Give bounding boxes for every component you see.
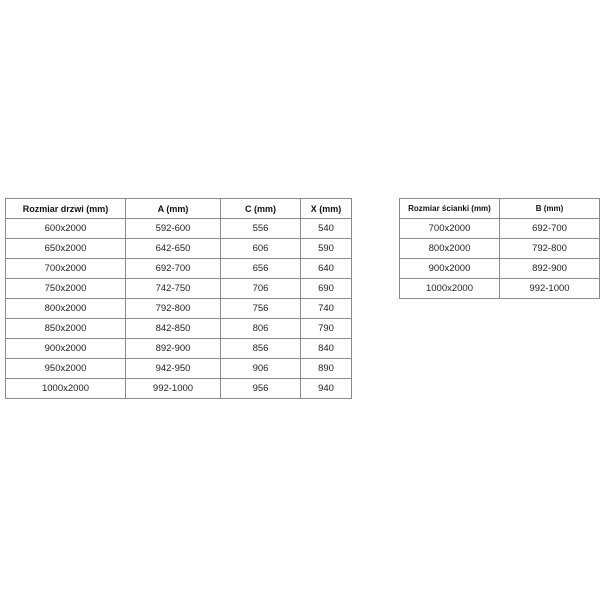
table-row (6, 219, 352, 239)
table-row (400, 219, 600, 239)
a-value-cell: 992-1000 (126, 379, 221, 399)
a-value-cell: 842-850 (126, 319, 221, 339)
header-b: B (mm) (500, 199, 600, 219)
door-size-cell: 950x2000 (6, 359, 126, 379)
a-value-cell: 792-800 (126, 299, 221, 319)
table-row (6, 239, 352, 259)
c-value-cell: 806 (221, 319, 301, 339)
c-value-cell: 656 (221, 259, 301, 279)
c-value-cell: 756 (221, 299, 301, 319)
door-size-cell: 700x2000 (6, 259, 126, 279)
a-value-cell: 642-650 (126, 239, 221, 259)
c-value-cell: 556 (221, 219, 301, 239)
c-value-cell: 706 (221, 279, 301, 299)
table-row (6, 319, 352, 339)
wall-size-table (399, 198, 600, 299)
b-value-cell: 692-700 (500, 219, 600, 239)
b-value-cell: 992-1000 (500, 279, 600, 299)
table-row (6, 299, 352, 319)
b-value-cell: 892-900 (500, 259, 600, 279)
x-value-cell: 740 (301, 299, 352, 319)
c-value-cell: 906 (221, 359, 301, 379)
c-value-cell: 606 (221, 239, 301, 259)
header-x: X (mm) (301, 199, 352, 219)
x-value-cell: 640 (301, 259, 352, 279)
a-value-cell: 892-900 (126, 339, 221, 359)
c-value-cell: 856 (221, 339, 301, 359)
table-row (6, 359, 352, 379)
x-value-cell: 590 (301, 239, 352, 259)
door-size-cell: 800x2000 (6, 299, 126, 319)
table-row (6, 279, 352, 299)
a-value-cell: 742-750 (126, 279, 221, 299)
wall-size-cell: 800x2000 (400, 239, 500, 259)
a-value-cell: 692-700 (126, 259, 221, 279)
door-size-cell: 650x2000 (6, 239, 126, 259)
door-size-cell: 900x2000 (6, 339, 126, 359)
header-door-size: Rozmiar drzwi (mm) (6, 199, 126, 219)
table-row (6, 379, 352, 399)
a-value-cell: 942-950 (126, 359, 221, 379)
table-row (400, 239, 600, 259)
x-value-cell: 940 (301, 379, 352, 399)
door-size-cell: 600x2000 (6, 219, 126, 239)
b-value-cell: 792-800 (500, 239, 600, 259)
x-value-cell: 890 (301, 359, 352, 379)
wall-size-cell: 700x2000 (400, 219, 500, 239)
door-size-cell: 850x2000 (6, 319, 126, 339)
x-value-cell: 690 (301, 279, 352, 299)
door-size-table (5, 198, 352, 399)
x-value-cell: 540 (301, 219, 352, 239)
c-value-cell: 956 (221, 379, 301, 399)
table-row (6, 339, 352, 359)
table-row (400, 259, 600, 279)
table-row (6, 259, 352, 279)
wall-size-cell: 1000x2000 (400, 279, 500, 299)
wall-size-cell: 900x2000 (400, 259, 500, 279)
header-wall-size: Rozmiar ścianki (mm) (400, 199, 500, 219)
door-size-cell: 1000x2000 (6, 379, 126, 399)
table-row (400, 279, 600, 299)
x-value-cell: 790 (301, 319, 352, 339)
table-header-row (400, 199, 600, 219)
a-value-cell: 592-600 (126, 219, 221, 239)
door-size-cell: 750x2000 (6, 279, 126, 299)
table-header-row (6, 199, 352, 219)
header-a: A (mm) (126, 199, 221, 219)
x-value-cell: 840 (301, 339, 352, 359)
header-c: C (mm) (221, 199, 301, 219)
